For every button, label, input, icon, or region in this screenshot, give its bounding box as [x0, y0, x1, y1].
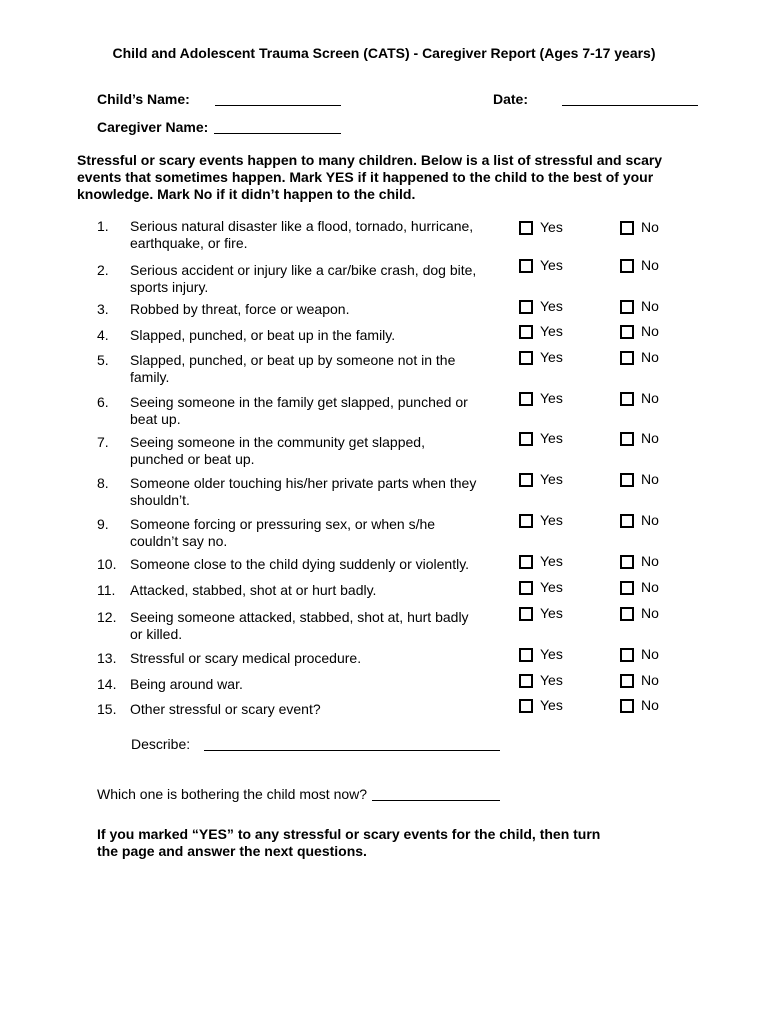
yes-label: Yes	[540, 349, 563, 365]
question-number: 7.	[97, 434, 109, 450]
no-label: No	[641, 390, 659, 406]
bothering-label: Which one is bothering the child most now?	[97, 786, 368, 802]
no-checkbox[interactable]	[620, 432, 634, 446]
no-label: No	[641, 471, 659, 487]
no-checkbox[interactable]	[620, 674, 634, 688]
yes-label: Yes	[540, 579, 563, 595]
question-text: Someone forcing or pressuring sex, or when s/he couldn’t say no.	[130, 516, 436, 549]
yes-label: Yes	[540, 512, 563, 528]
question-number: 1.	[97, 218, 109, 234]
no-label: No	[641, 430, 659, 446]
no-checkbox[interactable]	[620, 514, 634, 528]
yes-checkbox[interactable]	[519, 221, 533, 235]
question-number: 5.	[97, 352, 109, 368]
no-label: No	[641, 672, 659, 688]
question-number: 9.	[97, 516, 109, 532]
yes-label: Yes	[540, 257, 563, 273]
no-label: No	[641, 323, 659, 339]
date-label: Date:	[493, 91, 529, 107]
no-label: No	[641, 579, 659, 595]
caregiver-name-field[interactable]	[214, 133, 341, 134]
describe-label: Describe:	[131, 736, 191, 752]
yes-label: Yes	[540, 471, 563, 487]
question-text: Seeing someone attacked, stabbed, shot at, hurt badly or killed.	[130, 609, 469, 642]
question-number: 2.	[97, 262, 109, 278]
no-checkbox[interactable]	[620, 581, 634, 595]
no-checkbox[interactable]	[620, 259, 634, 273]
no-label: No	[641, 349, 659, 365]
question-number: 13.	[97, 650, 117, 666]
bothering-field[interactable]	[372, 800, 500, 801]
question-number: 8.	[97, 475, 109, 491]
yes-label: Yes	[540, 646, 563, 662]
question-text: Slapped, punched, or beat up by someone not in the family.	[130, 352, 456, 385]
question-number: 3.	[97, 301, 109, 317]
no-label: No	[641, 697, 659, 713]
no-checkbox[interactable]	[620, 473, 634, 487]
yes-checkbox[interactable]	[519, 648, 533, 662]
yes-label: Yes	[540, 553, 563, 569]
question-number: 10.	[97, 556, 117, 572]
yes-label: Yes	[540, 323, 563, 339]
yes-label: Yes	[540, 672, 563, 688]
yes-checkbox[interactable]	[519, 325, 533, 339]
yes-label: Yes	[540, 298, 563, 314]
yes-checkbox[interactable]	[519, 259, 533, 273]
no-checkbox[interactable]	[620, 221, 634, 235]
no-label: No	[641, 512, 659, 528]
no-checkbox[interactable]	[620, 300, 634, 314]
yes-label: Yes	[540, 430, 563, 446]
yes-checkbox[interactable]	[519, 699, 533, 713]
yes-label: Yes	[540, 390, 563, 406]
question-text: Seeing someone in the family get slapped, punched or beat up.	[130, 394, 468, 427]
question-text: Seeing someone in the community get slapped, punched or beat up.	[130, 434, 425, 467]
question-number: 4.	[97, 327, 109, 343]
question-text: Serious natural disaster like a flood, tornado, hurricane, earthquake, or fire.	[130, 218, 474, 251]
yes-label: Yes	[540, 605, 563, 621]
closing-instructions: If you marked “YES” to any stressful or scary events for the child, then turn the page and answer the next questions.	[97, 826, 601, 859]
no-label: No	[641, 646, 659, 662]
child-name-field[interactable]	[215, 105, 341, 106]
question-text: Robbed by threat, force or weapon.	[130, 301, 350, 317]
no-label: No	[641, 257, 659, 273]
no-checkbox[interactable]	[620, 699, 634, 713]
instructions: Stressful or scary events happen to many children. Below is a list of stressful and scary events that sometimes happen. Mark YES if it happened to the child to the best of your knowledge. Mark No if it didn’t happen to the child.	[77, 152, 663, 202]
question-number: 12.	[97, 609, 117, 625]
child-name-label: Child’s Name:	[97, 91, 190, 107]
no-label: No	[641, 553, 659, 569]
yes-checkbox[interactable]	[519, 473, 533, 487]
question-number: 15.	[97, 701, 117, 717]
question-text: Serious accident or injury like a car/bike crash, dog bite, sports injury.	[130, 262, 477, 295]
yes-checkbox[interactable]	[519, 392, 533, 406]
describe-field[interactable]	[204, 750, 500, 751]
yes-checkbox[interactable]	[519, 351, 533, 365]
yes-checkbox[interactable]	[519, 432, 533, 446]
yes-checkbox[interactable]	[519, 607, 533, 621]
no-checkbox[interactable]	[620, 325, 634, 339]
yes-label: Yes	[540, 697, 563, 713]
no-checkbox[interactable]	[620, 392, 634, 406]
yes-label: Yes	[540, 219, 563, 235]
yes-checkbox[interactable]	[519, 514, 533, 528]
no-label: No	[641, 298, 659, 314]
no-checkbox[interactable]	[620, 351, 634, 365]
yes-checkbox[interactable]	[519, 300, 533, 314]
question-text: Slapped, punched, or beat up in the family.	[130, 327, 396, 343]
question-text: Stressful or scary medical procedure.	[130, 650, 362, 666]
question-text: Someone close to the child dying suddenly or violently.	[130, 556, 470, 572]
no-checkbox[interactable]	[620, 555, 634, 569]
question-text: Attacked, stabbed, shot at or hurt badly.	[130, 582, 377, 598]
question-number: 6.	[97, 394, 109, 410]
question-number: 11.	[97, 582, 116, 598]
no-checkbox[interactable]	[620, 607, 634, 621]
no-label: No	[641, 219, 659, 235]
page-title: Child and Adolescent Trauma Screen (CATS) - Caregiver Report (Ages 7-17 years)	[112, 45, 656, 61]
yes-checkbox[interactable]	[519, 555, 533, 569]
caregiver-name-label: Caregiver Name:	[97, 119, 209, 135]
question-number: 14.	[97, 676, 117, 692]
question-text: Other stressful or scary event?	[130, 701, 321, 717]
no-label: No	[641, 605, 659, 621]
yes-checkbox[interactable]	[519, 674, 533, 688]
question-text: Being around war.	[130, 676, 243, 692]
date-field[interactable]	[562, 105, 698, 106]
yes-checkbox[interactable]	[519, 581, 533, 595]
question-text: Someone older touching his/her private parts when they shouldn’t.	[130, 475, 477, 508]
no-checkbox[interactable]	[620, 648, 634, 662]
